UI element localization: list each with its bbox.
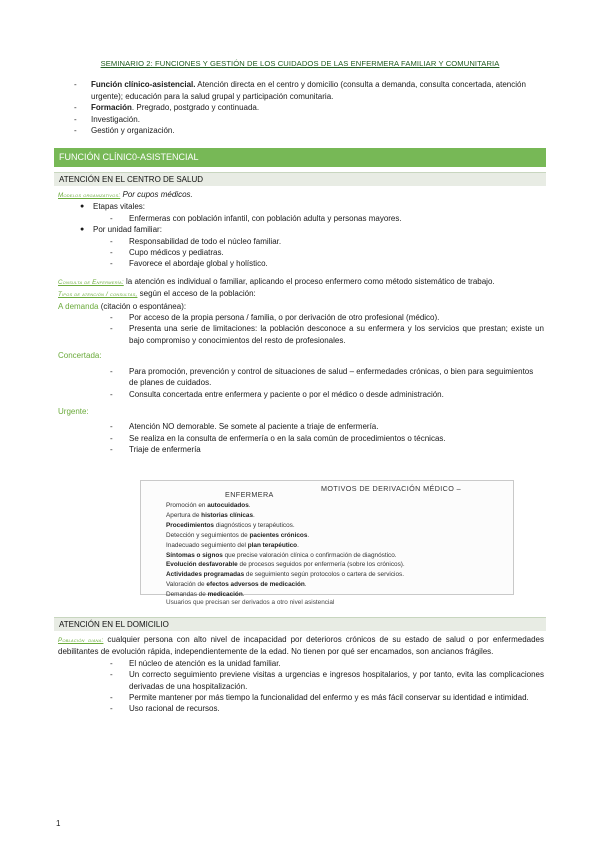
motivos-title: ENFERMERA	[225, 490, 274, 499]
etapas-item: ● Etapas vitales:	[80, 202, 146, 212]
motivos-item: Promoción en autocuidados.	[166, 502, 251, 509]
demanda-subitem: - Por acceso de la propia persona / familia, o por derivación de otro profesional (médico).	[110, 313, 440, 323]
centro-section	[58, 189, 544, 456]
unidad-subitem: - Cupo médicos y pediatras.	[110, 248, 224, 258]
intro-list	[72, 79, 532, 137]
intro-item: - Formación. Pregrado, postgrado y continuada.	[74, 103, 260, 112]
intro-item: - Gestión y organización.	[74, 126, 175, 135]
consulta-paragraph: Consulta de Enfermería: la atención es individual o familiar, aplicando el proceso enfermero como método sistemático de trabajo.	[58, 276, 495, 286]
motivos-list	[166, 501, 405, 600]
urgente-subitem: - Triaje de enfermería	[110, 445, 201, 455]
motivos-item: Síntomas o signos que precise valoración clínica o confirmación de diagnóstico.	[166, 551, 397, 559]
urgente-label: Urgente:	[58, 406, 89, 416]
domicilio-section	[58, 634, 544, 715]
urgente-subitem: - Atención NO demorable. Se somete al paciente a triaje de enfermería.	[110, 422, 379, 432]
heading-domicilio: ATENCIÓN EN EL DOMICILIO	[54, 617, 546, 631]
motivos-item: Apertura de historias clínicas.	[166, 511, 255, 519]
tipos-line: Tipos de atención / consultas, según el acceso de la población:	[58, 289, 256, 299]
domicilio-subitem: - Permite mantener por más tiempo la funcionalidad del enfermo y es más fácil conservar su identidad e intimidad.	[110, 693, 529, 703]
motivos-item: Valoración de efectos adversos de medicación.	[166, 581, 307, 589]
heading-centro-salud: ATENCIÓN EN EL CENTRO DE SALUD	[54, 172, 546, 186]
motivos-caption: Usuarios que precisan ser derivados a otro nivel asistencial	[166, 599, 335, 606]
unidad-item: ● Por unidad familiar:	[80, 225, 162, 235]
motivos-item: Evolución desfavorable de procesos seguidos por enfermería (sobre los crónicos).	[166, 561, 405, 569]
page-number: 1	[56, 819, 61, 828]
demanda-line: A demanda (citación o espontánea):	[58, 301, 187, 311]
motivos-item: Detección y seguimientos de pacientes crónicos.	[166, 531, 310, 539]
motivos-item: Inadecuado seguimiento del plan terapéutico.	[166, 541, 299, 549]
motivos-item: Demandas de medicación.	[166, 591, 245, 599]
concertada-subitem: - Consulta concertada entre enfermera y paciente o por el médico o desde administración.	[110, 389, 444, 399]
concertada-subitem: - Para promoción, prevención y control de situaciones de salud – enfermedades crónicas, o bien para seguimientos de planes de cuidados.	[110, 366, 534, 388]
concertada-label: Concertada:	[58, 351, 102, 361]
domicilio-subitem: - Uso racional de recursos.	[110, 704, 220, 714]
motivos-item: Procedimientos diagnósticos y terapéuticos.	[166, 521, 295, 529]
intro-item: - Función clínico-asistencial. Atención directa en el centro y domicilio (consulta a demanda, consulta concertada, atención urgente); educación para la salud grupal y participación comunitaria.	[74, 80, 526, 101]
etapas-subitem: - Enfermeras con población infantil, con población adulta y personas mayores.	[110, 213, 402, 223]
modelos-line: Modelos organizativos: Por cupos médicos.	[58, 190, 193, 199]
document-title: SEMINARIO 2: FUNCIONES Y GESTIÓN DE LOS CUIDADOS DE LAS ENFERMERA FAMILIAR Y COMUNITARIA	[100, 59, 500, 68]
intro-item: - Investigación.	[74, 114, 140, 124]
motivos-header: MOTIVOS DE DERIVACIÓN MÉDICO –	[321, 484, 462, 493]
demanda-subitem: - Presenta una serie de limitaciones: la población desconoce a su enfermera y los servicios que prestan; existe un bajo compromiso y conocimientos del resto de profesionales.	[110, 324, 544, 345]
urgente-subitem: - Se realiza en la consulta de enfermería o en la sala común de procedimientos o técnicas.	[110, 433, 446, 443]
motivos-derivacion-figure	[140, 480, 514, 599]
domicilio-subitem: - El núcleo de atención es la unidad familiar.	[110, 658, 281, 668]
domicilio-subitem: - Un correcto seguimiento previene visitas a urgencias e ingresos hospitalarios, y por tanto, evita las complicaciones derivadas de una hospitalización.	[110, 670, 544, 691]
unidad-subitem: - Responsabilidad de todo el núcleo familiar.	[110, 236, 282, 246]
unidad-subitem: - Favorece el abordaje global y holístico.	[110, 259, 268, 269]
section-header-clinico: FUNCIÓN CLÍNIC0-ASISTENCIAL	[54, 148, 546, 167]
motivos-item: Actividades programadas de seguimiento según protocolos o cartera de servicios.	[166, 571, 404, 579]
poblacion-paragraph: Población diana: cualquier persona con alto nivel de incapacidad por deterioros crónicos de su estado de salud o por enfermedades debilitantes de evolución rápida, independientemente de la edad. No tienen por qué ser encamados, son ancianos frágiles.	[58, 635, 544, 657]
